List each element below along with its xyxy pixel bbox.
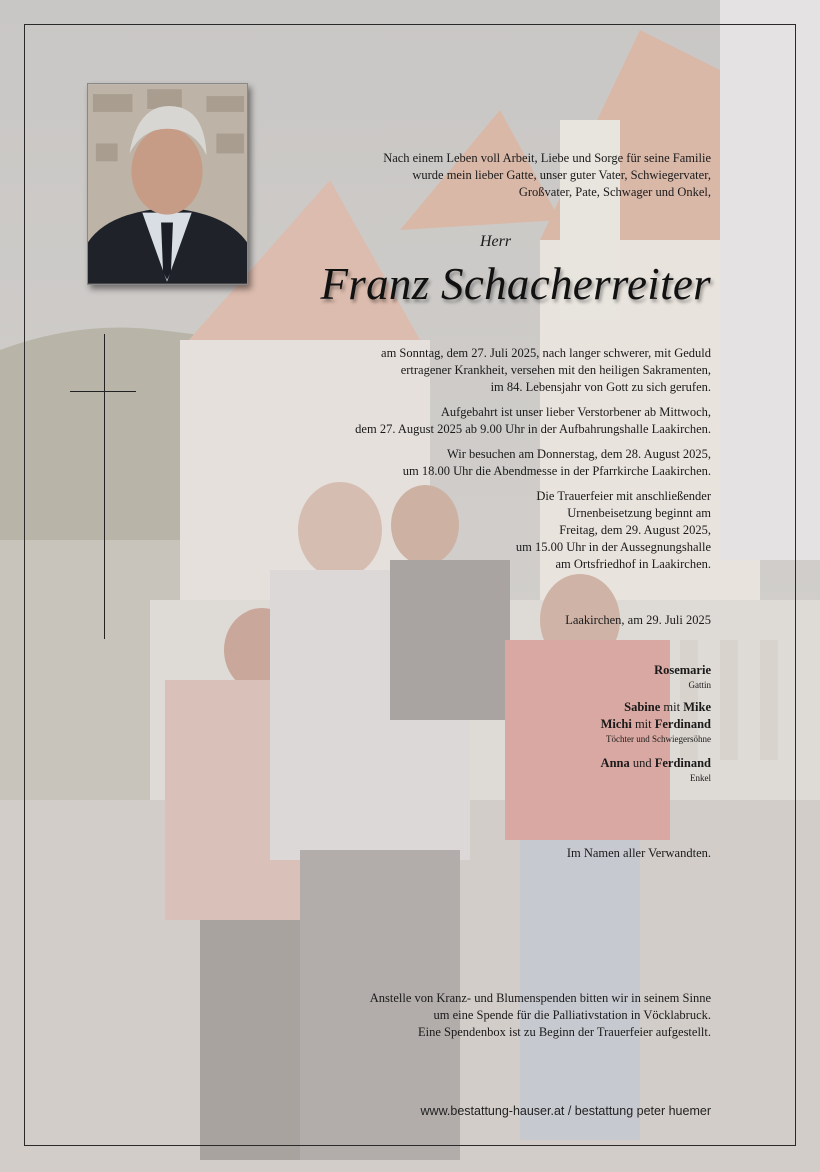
cross-horizontal — [70, 391, 136, 392]
viewing-line: Aufgebahrt ist unser lieber Verstorbener ab Mittwoch, — [440, 405, 711, 419]
donation-request — [271, 990, 711, 1041]
viewing-info — [281, 404, 711, 438]
family-connector: mit — [663, 700, 681, 714]
family-group-children — [601, 699, 711, 745]
family-role: Enkel — [690, 773, 711, 783]
donation-line: Anstelle von Kranz- und Blumenspenden bitten wir in seinem Sinne — [369, 991, 711, 1005]
ceremony-info — [281, 488, 711, 573]
family-connector: mit — [634, 717, 652, 731]
cross-vertical — [104, 334, 105, 639]
family-role: Töchter und Schwiegersöhne — [606, 734, 711, 744]
family-role: Gattin — [688, 680, 711, 690]
family-name: Sabine — [624, 700, 661, 714]
intro-line: Großvater, Pate, Schwager und Onkel, — [518, 185, 711, 199]
family-group-spouse — [654, 662, 711, 691]
family-name: Ferdinand — [654, 717, 711, 731]
deceased-name: Franz Schacherreiter — [320, 259, 711, 309]
salutation: Herr — [480, 233, 512, 250]
intro-line: Nach einem Leben voll Arbeit, Liebe und Sorge für seine Familie — [383, 151, 711, 165]
portrait-photo — [87, 83, 248, 285]
death-notice — [281, 345, 711, 396]
family-name: Rosemarie — [654, 663, 711, 677]
intro-text — [291, 150, 711, 201]
ceremony-line: Urnenbeisetzung beginnt am — [567, 506, 711, 520]
family-name: Anna — [600, 756, 630, 770]
mass-info — [281, 446, 711, 480]
death-line: ertragener Krankheit, versehen mit den heiligen Sakramenten, — [400, 363, 711, 377]
all-relatives: Im Namen aller Verwandten. — [566, 846, 711, 860]
mass-line: Wir besuchen am Donnerstag, dem 28. August 2025, — [446, 447, 711, 461]
family-name: Ferdinand — [654, 756, 711, 770]
ceremony-line: um 15.00 Uhr in der Aussegnungshalle — [515, 540, 711, 554]
ceremony-line: am Ortsfriedhof in Laakirchen. — [555, 557, 711, 571]
viewing-line: dem 27. August 2025 ab 9.00 Uhr in der Aufbahrungshalle Laakirchen. — [355, 422, 711, 436]
intro-line: wurde mein lieber Gatte, unser guter Vater, Schwiegervater, — [412, 168, 711, 182]
family-name: Mike — [683, 700, 711, 714]
ceremony-line: Freitag, dem 29. August 2025, — [559, 523, 711, 537]
death-line: am Sonntag, dem 27. Juli 2025, nach langer schwerer, mit Geduld — [381, 346, 711, 360]
death-line: im 84. Lebensjahr von Gott zu sich gerufen. — [490, 380, 711, 394]
family-name: Michi — [600, 717, 632, 731]
footer-website: www.bestattung-hauser.at / bestattung peter huemer — [420, 1104, 711, 1118]
mass-line: um 18.00 Uhr die Abendmesse in der Pfarrkirche Laakirchen. — [402, 464, 711, 478]
donation-line: Eine Spendenbox ist zu Beginn der Trauerfeier aufgestellt. — [418, 1025, 711, 1039]
family-connector: und — [632, 756, 652, 770]
family-group-grandchildren — [601, 755, 711, 784]
place-date: Laakirchen, am 29. Juli 2025 — [565, 613, 711, 627]
ceremony-line: Die Trauerfeier mit anschließender — [536, 489, 711, 503]
donation-line: um eine Spende für die Palliativstation in Vöcklabruck. — [433, 1008, 711, 1022]
